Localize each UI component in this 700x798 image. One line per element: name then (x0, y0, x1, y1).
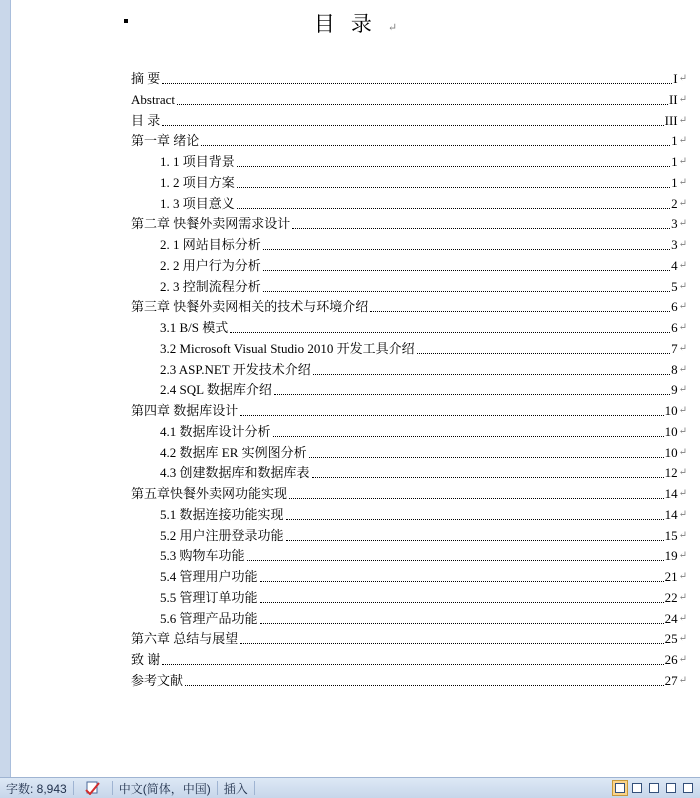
toc-entry-label: 5.5 管理订单功能 (160, 589, 258, 605)
toc-entry[interactable] (160, 461, 687, 481)
toc-leader-dots (260, 580, 664, 582)
paragraph-mark: ↵ (678, 612, 687, 624)
toc-leader-dots (260, 601, 664, 603)
toc-entry[interactable] (131, 67, 687, 87)
toc-leader-dots (263, 248, 670, 250)
toc-page-number: 1 (671, 174, 678, 190)
toc-page-number: 3 (671, 216, 678, 232)
toc-page-number: 5 (671, 278, 678, 294)
full-screen-reading-button[interactable] (629, 780, 645, 796)
toc-entry[interactable] (160, 586, 687, 606)
paragraph-mark: ↵ (678, 176, 687, 188)
toc-page-number: 2 (671, 195, 678, 211)
toc-entry[interactable] (131, 129, 687, 149)
toc-entry[interactable] (160, 544, 687, 564)
toc-page-number: III (664, 112, 678, 128)
word-count[interactable]: 字数: 8,943 (6, 781, 67, 796)
toc-entry[interactable] (131, 669, 687, 689)
toc-entry[interactable] (160, 378, 687, 398)
toc-page-number: 6 (671, 299, 678, 315)
toc-entry[interactable] (160, 358, 687, 378)
title-text: 目录 (313, 12, 388, 36)
toc-entry-label: 致 谢 (131, 652, 161, 667)
toc-entry-label: 2.4 SQL 数据库介绍 (160, 382, 272, 398)
toc-page-number: 12 (664, 465, 678, 481)
toc-entry[interactable] (160, 254, 687, 274)
toc-entry-label: 第三章 快餐外卖网相关的技术与环境介绍 (131, 299, 369, 315)
web-layout-button[interactable] (646, 780, 662, 796)
toc-entry-label: 1. 1 项目背景 (160, 154, 235, 169)
toc-page-number: 1 (671, 154, 678, 169)
paragraph-mark: ↵ (678, 591, 687, 603)
paragraph-mark: ↵ (678, 529, 687, 541)
toc-entry[interactable] (131, 295, 687, 315)
toc-entry-label: 2.3 ASP.NET 开发技术介绍 (160, 361, 311, 377)
toc-leader-dots (370, 310, 670, 312)
toc-leader-dots (286, 539, 664, 541)
paragraph-mark: ↵ (678, 405, 687, 416)
toc-entry-label: 1. 2 项目方案 (160, 174, 235, 190)
web-layout-icon (649, 783, 659, 793)
toc-leader-dots (289, 497, 664, 499)
print-layout-icon (615, 783, 625, 793)
paragraph-mark: ↵ (678, 342, 687, 354)
toc-leader-dots (274, 393, 670, 395)
toc-entry-label: 第二章 快餐外卖网需求设计 (131, 216, 291, 232)
toc-leader-dots (263, 269, 670, 271)
toc-page-number: 19 (664, 548, 678, 564)
toc-leader-dots (247, 559, 664, 561)
toc-page-number: 8 (671, 361, 678, 377)
toc-entry[interactable] (160, 441, 687, 461)
toc-page-number: 27 (664, 672, 678, 688)
paragraph-mark: ↵ (387, 22, 398, 34)
full-screen-reading-icon (632, 783, 642, 793)
toc-entry-label: 2. 2 用户行为分析 (160, 257, 261, 273)
paragraph-mark: ↵ (678, 674, 687, 686)
page-title[interactable] (11, 8, 700, 38)
toc-leader-dots (237, 186, 670, 188)
toc-entry[interactable] (160, 420, 687, 440)
toc-page-number: 15 (664, 527, 678, 543)
toc-page-number: 25 (664, 631, 678, 647)
toc-entry[interactable] (131, 627, 687, 647)
toc-entry-label: 3.1 B/S 模式 (160, 320, 229, 335)
outline-icon (666, 783, 676, 793)
left-gutter (0, 0, 11, 777)
toc-page-number: 10 (664, 444, 678, 460)
toc-entry[interactable] (131, 482, 687, 502)
toc-leader-dots (162, 124, 663, 126)
toc-page-number: 9 (671, 382, 678, 398)
toc-page-number: 14 (664, 486, 678, 501)
toc-page-number: 21 (664, 569, 678, 584)
toc-entry-label: 4.2 数据库 ER 实例图分析 (160, 444, 307, 460)
toc-entry[interactable] (160, 337, 687, 357)
toc-entry[interactable] (160, 275, 687, 295)
toc-entry[interactable] (131, 109, 687, 129)
toc-entry[interactable] (160, 171, 687, 191)
toc-page-number: 1 (671, 133, 678, 149)
toc-leader-dots (162, 82, 672, 84)
toc-entry-label: 5.4 管理用户功能 (160, 569, 258, 584)
toc-entry-label: 第六章 总结与展望 (131, 631, 239, 647)
toc-entry[interactable] (160, 316, 687, 336)
paragraph-mark: ↵ (678, 633, 687, 645)
document-page[interactable] (11, 0, 700, 777)
paragraph-mark: ↵ (678, 508, 687, 520)
toc-leader-dots (162, 663, 663, 665)
toc-leader-dots (237, 165, 670, 167)
toc-entry[interactable] (131, 648, 687, 668)
toc-entry-label: 5.1 数据连接功能实现 (160, 506, 284, 522)
toc-leader-dots (309, 456, 664, 458)
toc-entry-label: 5.3 购物车功能 (160, 548, 245, 564)
toc-leader-dots (312, 476, 664, 478)
toc-page-number: 3 (671, 237, 678, 252)
paragraph-mark: ↵ (678, 488, 687, 499)
toc-entry-label: 4.1 数据库设计分析 (160, 423, 271, 439)
status-bar (0, 777, 700, 798)
toc-leader-dots (292, 227, 670, 229)
toc-entry[interactable] (131, 399, 687, 419)
toc-page-number: 6 (671, 320, 678, 335)
paragraph-mark: ↵ (678, 384, 687, 396)
toc-leader-dots (240, 642, 663, 644)
paragraph-mark: ↵ (678, 259, 687, 271)
paragraph-mark: ↵ (678, 218, 687, 230)
toc-entry[interactable] (160, 233, 687, 253)
toc-leader-dots (237, 207, 670, 209)
toc-leader-dots (286, 518, 664, 520)
paragraph-mark: ↵ (678, 239, 687, 250)
view-buttons (612, 780, 700, 796)
toc-entry-label: 第四章 数据库设计 (131, 403, 239, 418)
toc-entry-label: 第五章快餐外卖网功能实现 (131, 486, 288, 501)
toc-entry-label: 5.2 用户注册登录功能 (160, 527, 284, 543)
toc-leader-dots (273, 435, 664, 437)
toc-entry[interactable] (160, 607, 687, 627)
paragraph-mark: ↵ (678, 114, 687, 126)
toc-page-number: 10 (664, 403, 678, 418)
toc-entry-label: 5.6 管理产品功能 (160, 610, 258, 626)
toc-entry[interactable] (131, 212, 687, 232)
toc-entry-label: 第一章 绪论 (131, 133, 200, 149)
toc-entry-label: 3.2 Microsoft Visual Studio 2010 开发工具介绍 (160, 340, 415, 356)
toc-entry-label: 2. 1 网站目标分析 (160, 237, 261, 252)
toc-leader-dots (201, 144, 670, 146)
paragraph-mark: ↵ (678, 156, 687, 167)
paragraph-mark: ↵ (678, 73, 687, 84)
toc-entry[interactable] (160, 503, 687, 523)
toc-page-number: 22 (664, 589, 678, 605)
toc-page-number: 4 (671, 257, 678, 273)
toc-leader-dots (230, 331, 670, 333)
paragraph-mark: ↵ (678, 446, 687, 458)
toc-entry-label: 目 录 (131, 112, 161, 128)
draft-button[interactable] (680, 780, 696, 796)
toc-leader-dots (260, 622, 664, 624)
paragraph-mark: ↵ (678, 301, 687, 313)
toc-entry-label: 1. 3 项目意义 (160, 195, 235, 211)
spell-check-icon (84, 781, 102, 795)
paragraph-mark: ↵ (678, 280, 687, 292)
toc-page-number: I (673, 71, 678, 86)
paragraph-mark: ↵ (678, 467, 687, 479)
toc-entry[interactable] (160, 524, 687, 544)
toc-entry[interactable] (131, 88, 687, 108)
paragraph-mark: ↵ (678, 197, 687, 209)
toc-entry[interactable] (160, 192, 687, 212)
toc-page-number: II (668, 91, 678, 107)
toc-page-number: 10 (664, 423, 678, 439)
toc-page-number: 26 (664, 652, 678, 667)
outline-button[interactable] (663, 780, 679, 796)
toc-entry-label: 摘 要 (131, 71, 161, 86)
toc-entry-label: 2. 3 控制流程分析 (160, 278, 261, 294)
toc-leader-dots (185, 684, 664, 686)
toc-entry[interactable] (160, 150, 687, 170)
paragraph-mark: ↵ (678, 322, 687, 333)
draft-icon (683, 783, 693, 793)
toc-page-number: 24 (664, 610, 678, 626)
toc-page-number: 7 (671, 340, 678, 356)
insert-mode[interactable]: 插入 (223, 781, 248, 796)
paragraph-mark: ↵ (678, 93, 687, 105)
paragraph-mark: ↵ (678, 571, 687, 582)
paragraph-mark: ↵ (678, 425, 687, 437)
print-layout-button[interactable] (612, 780, 628, 796)
toc-leader-dots (240, 414, 663, 416)
spell-check-status[interactable] (74, 778, 112, 798)
paragraph-mark: ↵ (678, 654, 687, 665)
paragraph-mark: ↵ (678, 550, 687, 562)
toc-leader-dots (417, 352, 670, 354)
toc-leader-dots (263, 290, 670, 292)
paragraph-mark: ↵ (678, 363, 687, 375)
paragraph-mark: ↵ (678, 135, 687, 147)
toc-entry-label: Abstract (131, 91, 176, 107)
toc-entry[interactable] (160, 565, 687, 585)
toc-entry-label: 参考文献 (131, 672, 184, 688)
language-status[interactable]: 中文(简体，中国) (118, 781, 211, 796)
toc-page-number: 14 (664, 506, 678, 522)
toc-entry-label: 4.3 创建数据库和数据库表 (160, 465, 310, 481)
toc-leader-dots (313, 373, 670, 375)
status-separator (254, 781, 255, 795)
toc-leader-dots (177, 103, 668, 105)
